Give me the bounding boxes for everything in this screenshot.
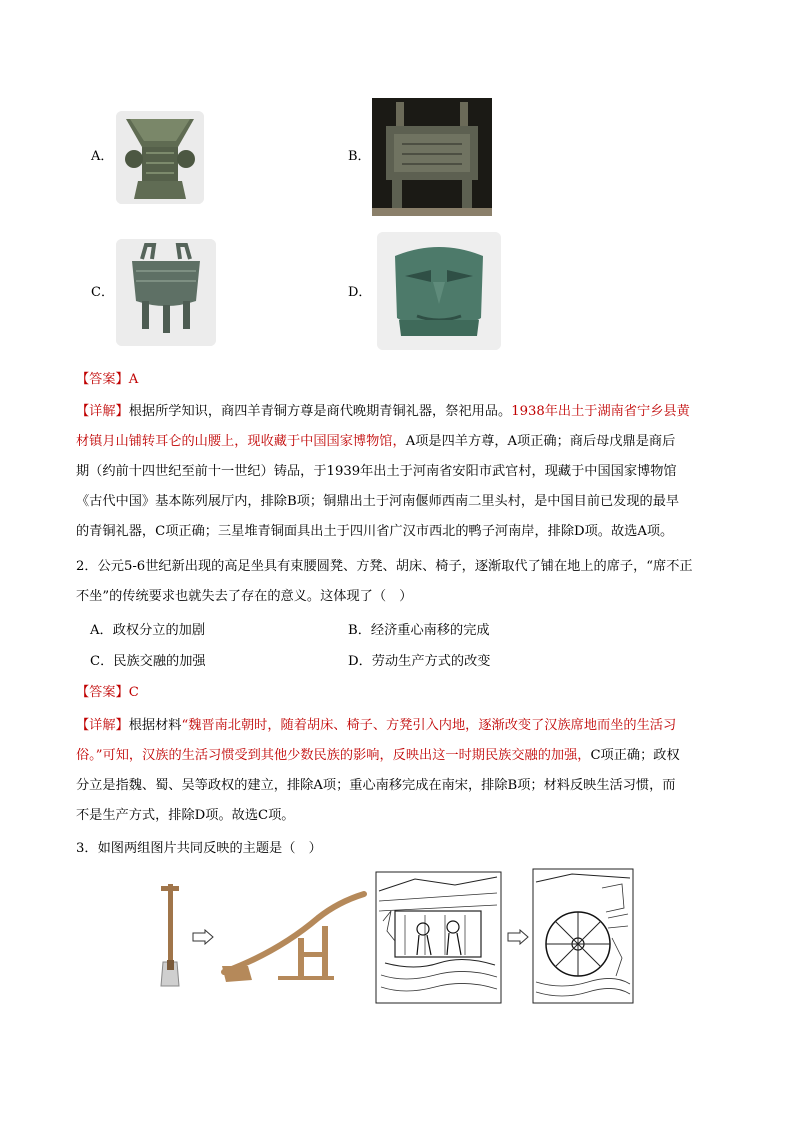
woodcut-waterwheel-image <box>532 868 634 1004</box>
spade-tool-image <box>155 882 185 988</box>
option-d-label: D． <box>348 285 372 300</box>
question-2-line-1: 2．公元5-6世纪新出现的高足坐具有束腰圆凳、方凳、胡床、椅子，逐渐取代了铺在地上的席子，“席不正 <box>76 559 693 574</box>
detail-1-line-1: 【详解】根据所学知识，商四羊青铜方尊是商代晚期青铜礼器，祭祀用品。1938年出土于湖南省宁乡县黄 <box>76 404 690 419</box>
detail-2-line-1: 【详解】根据材料“魏晋南北朝时，随着胡床、椅子、方凳引入内地，逐渐改变了汉族席地而坐的生活习 <box>76 718 677 733</box>
bronze-fangding-image <box>372 98 492 216</box>
detail-2-line-2: 俗。”可知，汉族的生活习惯受到其他少数民族的影响，反映出这一时期民族交融的加强，C项正确；政权 <box>76 748 680 763</box>
option-b-label: B． <box>348 149 371 164</box>
detail-1-line-3: 期（约前十四世纪至前十一世纪）铸品，于1939年出土于河南省安阳市武官村，现藏于中国国家博物馆 <box>76 464 677 479</box>
detail-2-line-3: 分立是指魏、蜀、吴等政权的建立，排除A项；重心南移完成在南宋，排除B项；材料反映生活习惯，而 <box>76 778 676 793</box>
q2-choice-a[interactable]: A．政权分立的加剧 <box>90 623 206 638</box>
q2-choice-c[interactable]: C．民族交融的加强 <box>90 654 206 669</box>
detail-2-line-4: 不是生产方式，排除D项。故选C项。 <box>76 808 295 823</box>
bronze-ding-image <box>116 239 216 346</box>
bronze-mask-image <box>377 232 501 350</box>
q2-choice-b[interactable]: B．经济重心南移的完成 <box>348 623 490 638</box>
arrow-icon-1 <box>192 929 214 945</box>
option-c-label: C． <box>91 285 114 300</box>
detail-1-line-5: 的青铜礼器，C项正确；三星堆青铜面具出土于四川省广汉市西北的鸭子河南岸，排除D项。故选A项。 <box>76 524 674 539</box>
option-a-label: A． <box>91 149 114 164</box>
bronze-zun-image <box>116 111 204 204</box>
question-2-line-2: 不坐”的传统要求也就失去了存在的意义。这体现了（ ） <box>76 589 413 604</box>
plough-image <box>218 890 368 988</box>
woodcut-irrigation-image-1 <box>375 871 502 1004</box>
arrow-icon-2 <box>507 929 529 945</box>
detail-1-line-2: 材镇月山铺转耳仑的山腰上，现收藏于中国国家博物馆，A项是四羊方尊，A项正确；商后母戊鼎是商后 <box>76 434 676 449</box>
detail-1-line-4: 《古代中国》基本陈列展厅内，排除B项；铜鼎出土于河南偃师西南二里头村，是中国目前已发现的最早 <box>76 494 680 509</box>
answer-2: 【答案】C <box>76 685 139 700</box>
answer-1: 【答案】A <box>76 372 139 387</box>
question-3-line-1: 3．如图两组图片共同反映的主题是（ ） <box>76 841 322 856</box>
q2-choice-d[interactable]: D．劳动生产方式的改变 <box>348 654 491 669</box>
